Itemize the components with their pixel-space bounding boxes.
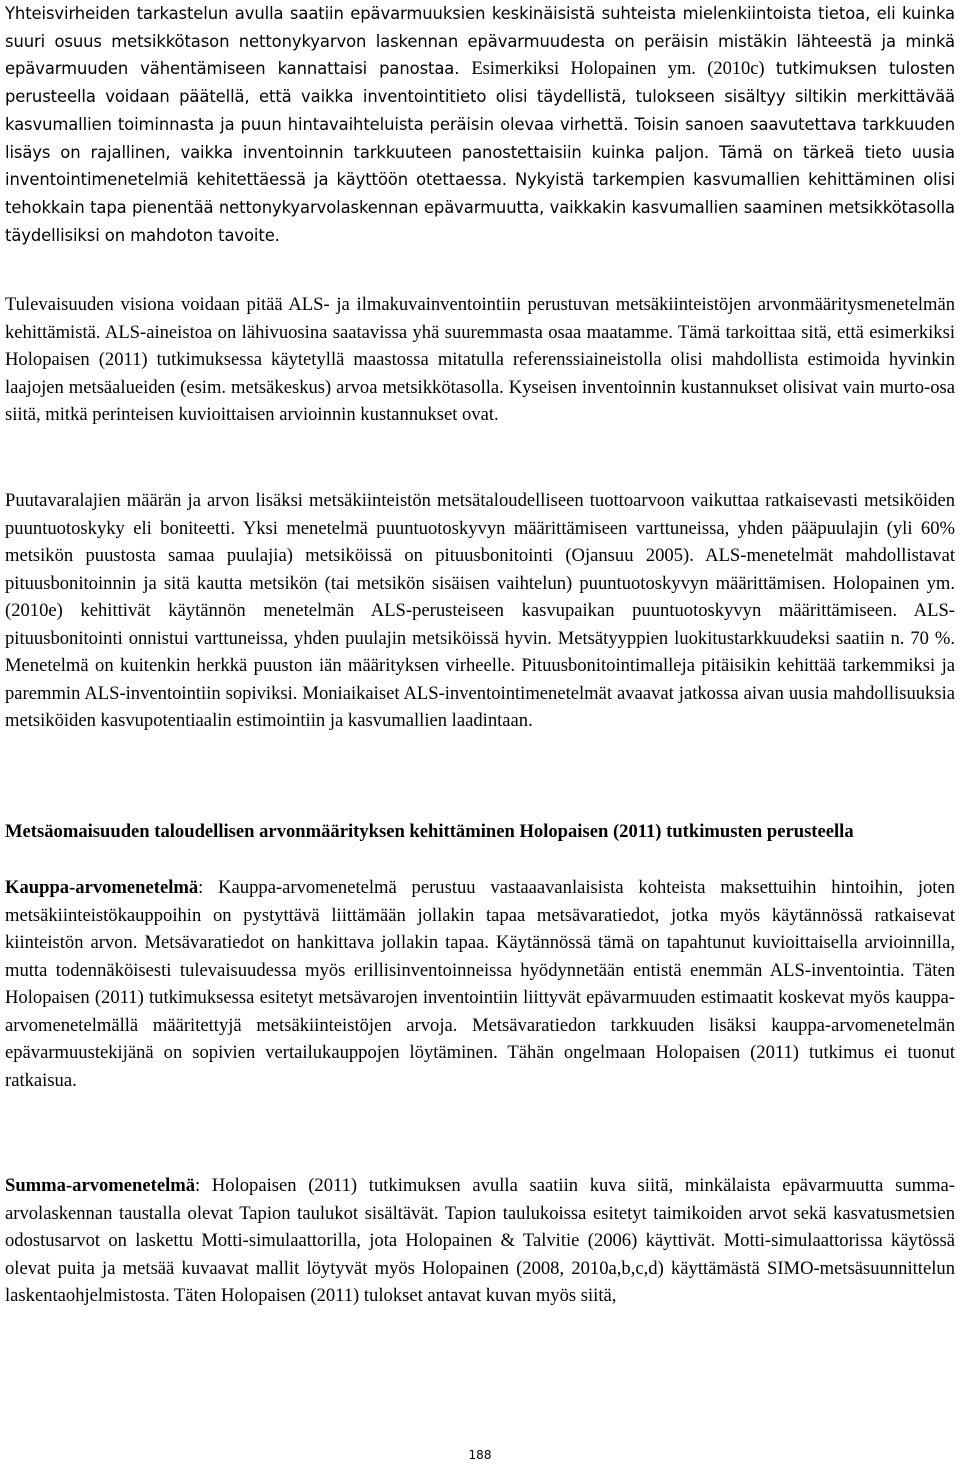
paragraph-3-sentence-b: Yksi menetelmä puuntuotoskyvyn määrittämiseen varttuneissa, yhden pääpuulajin (yli 60% metsikön puustosta samaa puulajia) metsiköissä on pituusbonitointi (Ojansuu 2005).	[5, 517, 955, 566]
paragraph-1-sentence-b: Esimerkiksi Holopainen ym. (2010c)	[471, 58, 776, 80]
paragraph-2-sentence-a: Tulevaisuuden visiona voidaan pitää ALS- ja ilmakuvainventointiin perustuvan metsäkiinteistöjen arvonmääritysmenetelmän kehittämistä. ALS-aineistoa on lähivuosina saatavissa yhä suuremmasta osaa maatamme.	[5, 294, 955, 343]
paragraph-4-sentence-d: Täten Holopaisen (2011) tutkimuksessa esitetyt metsävarojen inventointiin liittyvät epävarmuuden estimaatit koskevat myös kauppa-arvomenetelmällä määritettyjä metsäkiinteistöjen arvoja.	[5, 959, 955, 1036]
paragraph-4-sentence-b: Metsävaratiedot on hankittava jollakin tapaa.	[144, 932, 497, 953]
paragraph-3-sentence-h: Moniaikaiset ALS-inventointimenetelmät avaavat jatkossa aivan uusia mahdollisuuksia metsiköiden kasvupotentiaalin estimointiin ja kasvumallien laadintaan.	[5, 682, 955, 731]
paragraph-3-sentence-f: Menetelmä on kuitenkin herkkä puuston iän määrityksen virheelle.	[5, 655, 522, 676]
paragraph-2-sentence-c: Kyseisen inventoinnin kustannukset olisivat vain murto-osa siitä, mitkä perinteisen kuvioittaisen arvioinnin kustannukset ovat.	[5, 376, 955, 425]
paragraph-3-sentence-a: Puutavaralajien määrän ja arvon lisäksi metsäkiinteistön metsätaloudelliseen tuottoarvoon vaikuttaa ratkaisevasti metsiköiden puuntuotoskyky eli boniteetti.	[5, 490, 955, 539]
paragraph-3-sentence-g: Pituusbonitointimalleja pitäisikin kehittää tarkemmiksi ja paremmin ALS-inventointiin sopiviksi.	[5, 655, 956, 704]
page-number: 188	[468, 1448, 492, 1462]
paragraph-4-sentence-e: Metsävaratiedon tarkkuuden lisäksi kauppa-arvomenetelmän epävarmuustekijänä on sopivien vertailukauppojen löytäminen. Tähän ongelmaan Holopaisen (2011) tutkimus ei tuonut ratkaisua.	[5, 1014, 955, 1091]
paragraph-4	[5, 874, 955, 1094]
paragraph-4-label: Kauppa-arvomenetelmä	[5, 877, 199, 898]
paragraph-2-sentence-b: Tämä tarkoittaa sitä, että esimerkiksi Holopaisen (2011) tutkimuksessa käytetyllä maastossa mitatulla referenssiaineistolla olisi mahdollista estimoida hyvinkin laajojen metsäalueiden (esim. metsäkeskus) arvoa metsikkötasolla.	[5, 321, 955, 398]
paragraph-3-sentence-c: ALS-menetelmät mahdollistavat pituusbonitoinnin ja sitä kautta metsikön (tai metsikön sisäisen vaihtelun) puuntuotoskyvyn määrittämisen. Holopainen ym. (2010e) kehittivät käytännön menetelmän ALS-perusteiseen kasvupaikan puuntuotoskyvyn määrittämiseen.	[5, 545, 955, 621]
paragraph-1	[5, 0, 955, 249]
paragraph-5-sentence-d: Täten Holopaisen (2011) tulokset antavat kuvan myös siitä,	[174, 1285, 617, 1306]
paragraph-5	[5, 1172, 955, 1310]
paragraph-5-sentence-c: Motti-simulaattorissa käytössä olevat puita ja metsää kuvaavat mallit löytyvät myös Holopainen (2008, 2010a,b,c,d) käyttämästä SIMO-metsäsuunnittelun laskentaohjelmistosta.	[5, 1230, 956, 1306]
paragraph-5-sentence-a: : Holopaisen (2011) tutkimuksen avulla saatiin kuva siitä, minkälaista epävarmuutta summa-arvolaskennan taustalla olevat Tapion taulukot sisältävät.	[5, 1175, 955, 1224]
paragraph-3-sentence-d: ALS-pituusbonitointi onnistui varttuneissa, yhden puulajin metsiköissä hyvin.	[5, 600, 955, 649]
paragraph-4-sentence-c: Käytännössä tämä on tapahtunut kuvioittaisella arvioinnilla, mutta todennäköisesti tulevaisuudessa myös erillisinventoinneissa hyödynnetään entistä enemmän ALS-inventointia.	[5, 932, 955, 981]
paragraph-1-sentence-a: Yhteisvirheiden tarkastelun avulla saatiin epävarmuuksien keskinäisistä suhteista mielenkiintoista tietoa, eli kuinka suuri osuus metsikkötason nettonykyarvon laskennan epävarmuudesta on peräisin mistäkin lähteestä ja minkä epävarmuuden vähentämiseen kannattaisi panostaa.	[5, 4, 955, 79]
paragraph-3-sentence-e: Metsätyyppien luokitustarkkuudeksi saatiin n. 70 %.	[557, 627, 955, 649]
paragraph-4-sentence-a: : Kauppa-arvomenetelmä perustuu vastaaavanlaisista kohteista maksettuihin hintoihin, joten metsäkiinteistökauppoihin on pystyttävä liittämään jollakin tapaa metsävaratiedot, jotka myös käytännössä ratkaisevat kiinteistön arvon.	[5, 877, 955, 953]
paragraph-5-label: Summa-arvomenetelmä	[5, 1175, 196, 1196]
paragraph-1-sentence-d: Nykyistä tarkempien kasvumallien kehittäminen olisi tehokkain tapa pienentää nettonykyarvolaskennan epävarmuutta, vaikkakin kasvumallien saaminen metsikkötasolla täydellisiksi on mahdoton tavoite.	[5, 170, 955, 245]
paragraph-1-sentence-c: tutkimuksen tulosten perusteella voidaan päätellä, että vaikka inventointitieto olisi täydellistä, tulokseen sisältyy siltikin merkittävää kasvumallien toiminnasta ja puun hintavaihteluista peräisin olevaa virhettä. Toisin sanoen saavutettava tarkkuuden lisäys on rajallinen, vaikka inventoinnin tarkkuuteen panostettaisiin kuinka paljon. Tämä on tärkeä tieto uusia inventointimenetelmiä kehitettäessä ja käyttöön otettaessa.	[5, 59, 955, 190]
section-heading: Metsäomaisuuden taloudellisen arvonmäärityksen kehittäminen Holopaisen (2011) tutkimusten perusteella	[5, 821, 854, 842]
paragraph-3	[5, 487, 955, 735]
paragraph-5-sentence-b: Tapion taulukoissa esitetyt taimikoiden arvot sekä kasvatusmetsien odostusarvot on laskettu Motti-simulaattorilla, jota Holopainen & Talvitie (2006) käyttivät.	[5, 1202, 955, 1251]
paragraph-2	[5, 291, 955, 429]
